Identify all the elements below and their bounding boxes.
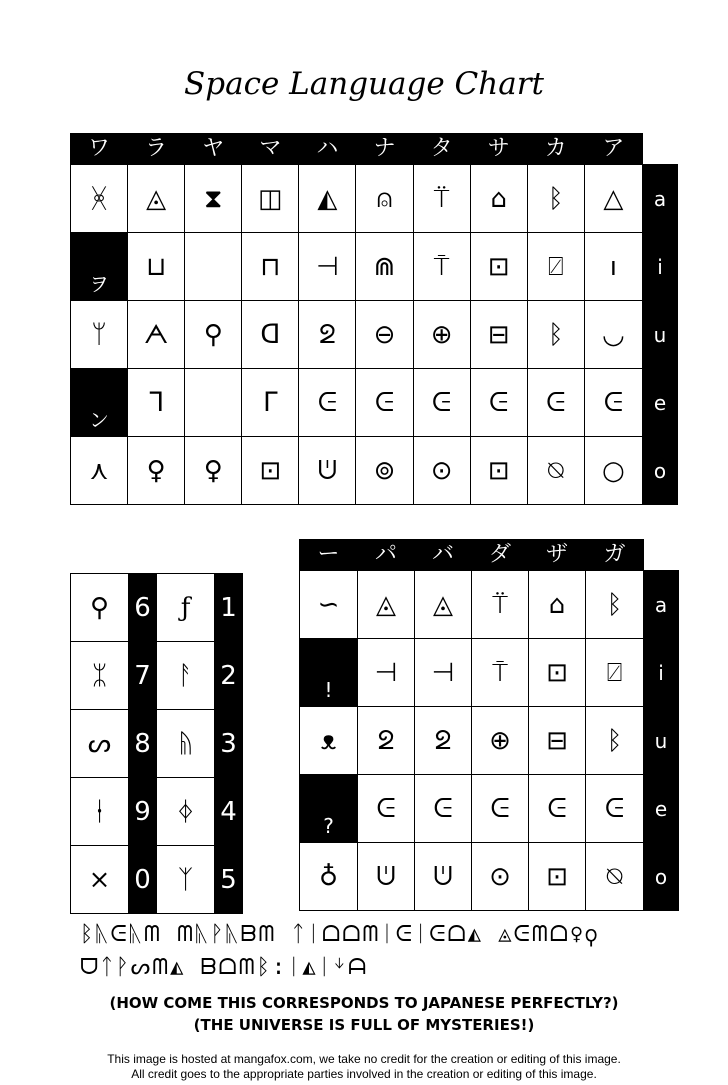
glyph-cell: ᴥ [300, 707, 358, 775]
glyph-cell: ᛒ [527, 301, 584, 369]
header-ha: ハ [299, 134, 356, 165]
glyph-cell: ᕮ [415, 775, 472, 843]
glyph-cell: ⊟ [529, 707, 586, 775]
glyph-cell: ⊕ [413, 301, 470, 369]
side-label-n: ン [71, 369, 128, 437]
glyph-cell: ᘖ [299, 301, 356, 369]
header-pa: パ [358, 540, 415, 571]
glyph-cell: ⊡ [529, 639, 586, 707]
glyph-cell: ⍉ [527, 437, 584, 505]
glyph-cell: ᛒ [586, 707, 644, 775]
glyph-cell: ◫ [242, 165, 299, 233]
header-ba: バ [415, 540, 472, 571]
glyph-cell: ⍉ [586, 843, 644, 911]
glyph-cell: ⚲ [185, 301, 242, 369]
number-glyph: ᛯ [71, 642, 129, 710]
glyph-cell: ᕮ [299, 369, 356, 437]
number-digit: 2 [215, 642, 243, 710]
glyph-cell: ᕫ [299, 437, 356, 505]
vowel-label-a: a [642, 165, 677, 233]
glyph-cell: ∽ [300, 571, 358, 639]
header-ta: タ [413, 134, 470, 165]
glyph-cell: ◡ [584, 301, 642, 369]
number-digit: 1 [215, 574, 243, 642]
glyph-cell: ⊡ [470, 437, 527, 505]
corner-cell [642, 134, 677, 165]
glyph-cell: ⍝ [356, 165, 413, 233]
glyph-cell: ⊡ [242, 437, 299, 505]
side-label-wo: ヲ [71, 233, 128, 301]
header-ma: マ [242, 134, 299, 165]
glyph-cell: ⋒ [356, 233, 413, 301]
caption-line-2: (THE UNIVERSE IS FULL OF MYSTERIES!) [193, 1016, 535, 1034]
glyph-cell: ᘖ [358, 707, 415, 775]
vowel-label-a: a [644, 571, 679, 639]
glyph-cell: ⊣ [299, 233, 356, 301]
number-digit: 3 [215, 710, 243, 778]
glyph-cell: ᕮ [472, 775, 529, 843]
glyph-cell: ○ [584, 437, 642, 505]
glyph-cell: ᕮ [586, 775, 644, 843]
glyph-cell: ⊙ [472, 843, 529, 911]
number-glyph: ᚨ [157, 642, 215, 710]
credit-line-1: This image is hosted at mangafox.com, we take no credit for the creation or editing of this image. [107, 1052, 621, 1066]
glyph-cell: ᘖ [415, 707, 472, 775]
glyph-cell: ᛒ [586, 571, 644, 639]
credit-line-2: All credit goes to the appropriate parties involved in the creation or editing of this image. [131, 1067, 597, 1081]
glyph-cell: ᒣ [128, 369, 185, 437]
glyph-cell [185, 233, 242, 301]
glyph-cell: ♁ [300, 843, 358, 911]
header-a: ア [584, 134, 642, 165]
glyph-cell: ᕮ [470, 369, 527, 437]
glyph-cell: ♀ [185, 437, 242, 505]
header-da: ダ [472, 540, 529, 571]
header-za: ザ [529, 540, 586, 571]
number-digit: 9 [129, 778, 157, 846]
corner-cell [644, 540, 679, 571]
glyph-cell: ᕮ [413, 369, 470, 437]
number-digit: 4 [215, 778, 243, 846]
glyph-cell: ᛒ [527, 165, 584, 233]
main-syllable-chart [70, 133, 678, 505]
glyph-cell: ◭ [299, 165, 356, 233]
glyph-cell: ⍑ [472, 639, 529, 707]
header-ga: ガ [586, 540, 644, 571]
glyph-cell: ⊔ [128, 233, 185, 301]
glyph-cell: ⧗ [185, 165, 242, 233]
glyph-cell: ⊣ [358, 639, 415, 707]
glyph-cell: ◬ [358, 571, 415, 639]
glyph-cell: ᕮ [584, 369, 642, 437]
glyph-cell: ᕫ [415, 843, 472, 911]
number-digit: 6 [129, 574, 157, 642]
glyph-cell: ⍡ [413, 165, 470, 233]
glyph-cell: ⊙ [413, 437, 470, 505]
glyph-cell: ⊟ [470, 301, 527, 369]
glyph-cell: ⌂ [529, 571, 586, 639]
glyph-cell: ◬ [415, 571, 472, 639]
number-digit: 7 [129, 642, 157, 710]
voiced-syllable-chart [299, 539, 679, 911]
number-glyph: ᚽ [71, 778, 129, 846]
glyph-cell: △ [584, 165, 642, 233]
caption-line-1: (HOW COME THIS CORRESPONDS TO JAPANESE PERFECTLY?) [109, 994, 619, 1012]
number-glyph: ⨯ [71, 846, 129, 914]
number-chart [70, 573, 243, 914]
header-wa: ワ [71, 134, 128, 165]
alien-sentence-line-2: ᗜᛏᚹᔕᗰ◭ ᗷᗝᗰᛒ:ᛁ◭ᛁᛎᗩ [80, 955, 369, 980]
glyph-cell: ᛘ [71, 301, 128, 369]
header-long-vowel: ー [300, 540, 358, 571]
glyph-cell: ⊓ [242, 233, 299, 301]
glyph-cell: ◬ [128, 165, 185, 233]
vowel-label-u: u [644, 707, 679, 775]
header-ka: カ [527, 134, 584, 165]
glyph-cell: ⋏ [71, 437, 128, 505]
header-sa: サ [470, 134, 527, 165]
glyph-cell: ı [584, 233, 642, 301]
glyph-cell: ⊡ [529, 843, 586, 911]
number-glyph: ƒ [157, 574, 215, 642]
glyph-cell: ᕮ [529, 775, 586, 843]
glyph-cell [185, 369, 242, 437]
number-glyph: ᛉ [157, 846, 215, 914]
glyph-cell: ᒥ [242, 369, 299, 437]
glyph-cell: ᕮ [356, 369, 413, 437]
number-digit: 5 [215, 846, 243, 914]
glyph-cell: ᕮ [358, 775, 415, 843]
vowel-label-o: o [644, 843, 679, 911]
glyph-cell: ⍁ [586, 639, 644, 707]
page-title: Space Language Chart [184, 66, 544, 102]
glyph-cell: ⍡ [472, 571, 529, 639]
glyph-cell: ⊣ [415, 639, 472, 707]
glyph-cell: ᗅ [128, 301, 185, 369]
glyph-cell: ⊡ [470, 233, 527, 301]
glyph-cell: ⌂ [470, 165, 527, 233]
number-digit: 0 [129, 846, 157, 914]
header-na: ナ [356, 134, 413, 165]
vowel-label-o: o [642, 437, 677, 505]
glyph-cell: ⊕ [472, 707, 529, 775]
header-ra: ラ [128, 134, 185, 165]
glyph-cell: ⊖ [356, 301, 413, 369]
vowel-label-e: e [644, 775, 679, 843]
vowel-label-u: u [642, 301, 677, 369]
number-digit: 8 [129, 710, 157, 778]
glyph-cell: ⊚ [356, 437, 413, 505]
number-glyph: ᚥ [157, 710, 215, 778]
vowel-label-i: i [644, 639, 679, 707]
glyph-cell: ♀ [128, 437, 185, 505]
glyph-cell: ᕫ [358, 843, 415, 911]
number-glyph: ᔕ [71, 710, 129, 778]
vowel-label-e: e [642, 369, 677, 437]
alien-sentence-line-1: ᛒᚣᕮᚣᗰ ᗰᚣᚹᚣᗷᗰ ᛏᛁᗝᗝᗰᛁᕮᛁᕮᗝ◭ ◬ᕮᗰᗝ♀⚲ [80, 922, 600, 947]
glyph-cell: ᚸ [71, 165, 128, 233]
side-label-exclamation: ! [300, 639, 358, 707]
header-ya: ヤ [185, 134, 242, 165]
glyph-cell: ᕮ [527, 369, 584, 437]
vowel-label-i: i [642, 233, 677, 301]
glyph-cell: ⍁ [527, 233, 584, 301]
number-glyph: ᛄ [157, 778, 215, 846]
glyph-cell: ⍑ [413, 233, 470, 301]
glyph-cell: ᗡ [242, 301, 299, 369]
number-glyph: ⚲ [71, 574, 129, 642]
side-label-question: ? [300, 775, 358, 843]
